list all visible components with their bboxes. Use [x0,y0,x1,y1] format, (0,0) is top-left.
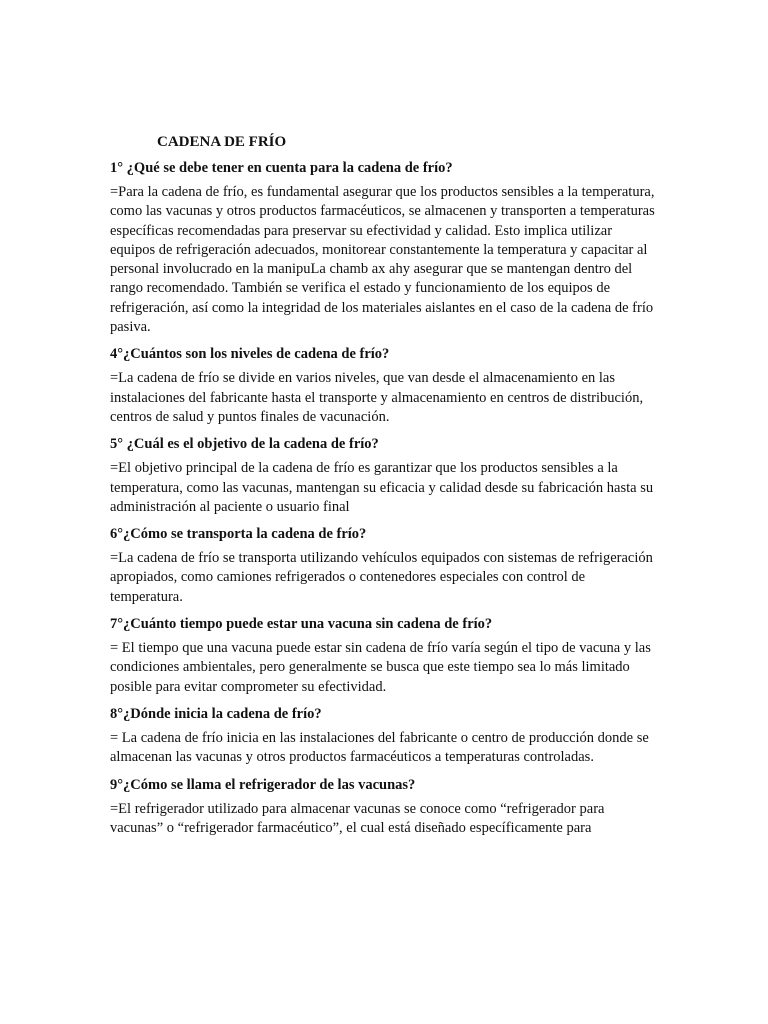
qa-item [110,776,658,839]
qa-item [110,435,658,517]
qa-item [110,705,658,768]
question-heading: 6°¿Cómo se transporta la cadena de frío? [110,526,367,543]
question-heading: 9°¿Cómo se llama el refrigerador de las vacunas? [110,776,416,793]
document-title: CADENA DE FRÍO [157,134,287,150]
question-heading: 4°¿Cuántos son los niveles de cadena de frío? [110,346,390,363]
answer-paragraph: =El refrigerador utilizado para almacenar vacunas se conoce como “refrigerador para vacunas” o “refrigerador farmacéutico”, el cual está diseñado específicamente para [110,800,605,836]
qa-item [110,525,658,607]
answer-paragraph: =El objetivo principal de la cadena de frío es garantizar que los productos sensibles a la temperatura, como las vacunas, mantengan su eficacia y calidad desde su fabricación hasta su administración al paciente o usuario final [110,460,654,515]
question-heading: 1° ¿Qué se debe tener en cuenta para la cadena de frío? [110,160,453,176]
question-heading: 5° ¿Cuál es el objetivo de la cadena de frío? [110,436,379,453]
qa-item [110,159,658,337]
answer-paragraph: =Para la cadena de frío, es fundamental asegurar que los productos sensibles a la temperatura, como las vacunas y otros productos farmacéuticos, se almacenen y transporten a temperaturas específicas recomendadas para preservar su efectividad y calidad. Esto implica utilizar equipos de refrigeración adecuados, monitorear constantemente la temperatura y capacitar al personal involucrado en la manipuLa chamb ax ahy asegurar que se mantengan dentro del rango recomendado. También se verifica el estado y funcionamiento de los equipos de refrigeración, así como la integridad de los materiales aislantes en el caso de la cadena de frío pasiva. [110,184,655,336]
answer-paragraph: = La cadena de frío inicia en las instalaciones del fabricante o centro de producción donde se almacenan las vacunas y otros productos farmacéuticos a temperaturas controladas. [110,729,649,766]
document-page [110,133,658,846]
answer-paragraph: = El tiempo que una vacuna puede estar sin cadena de frío varía según el tipo de vacuna y las condiciones ambientales, pero generalmente se busca que este tiempo sea lo más limitado posible para evitar comprometer su efectividad. [110,640,651,695]
answer-paragraph: =La cadena de frío se divide en varios niveles, que van desde el almacenamiento en las instalaciones del fabricante hasta el transporte y almacenamiento en centros de distribución, centros de salud y puntos finales de vacunación. [110,370,644,425]
qa-item [110,345,658,427]
answer-paragraph: =La cadena de frío se transporta utilizando vehículos equipados con sistemas de refrigeración apropiados, como camiones refrigerados o contenedores especiales con control de temperatura. [110,550,653,605]
qa-item [110,615,658,697]
question-heading: 7°¿Cuánto tiempo puede estar una vacuna sin cadena de frío? [110,616,493,633]
question-heading: 8°¿Dónde inicia la cadena de frío? [110,705,322,722]
